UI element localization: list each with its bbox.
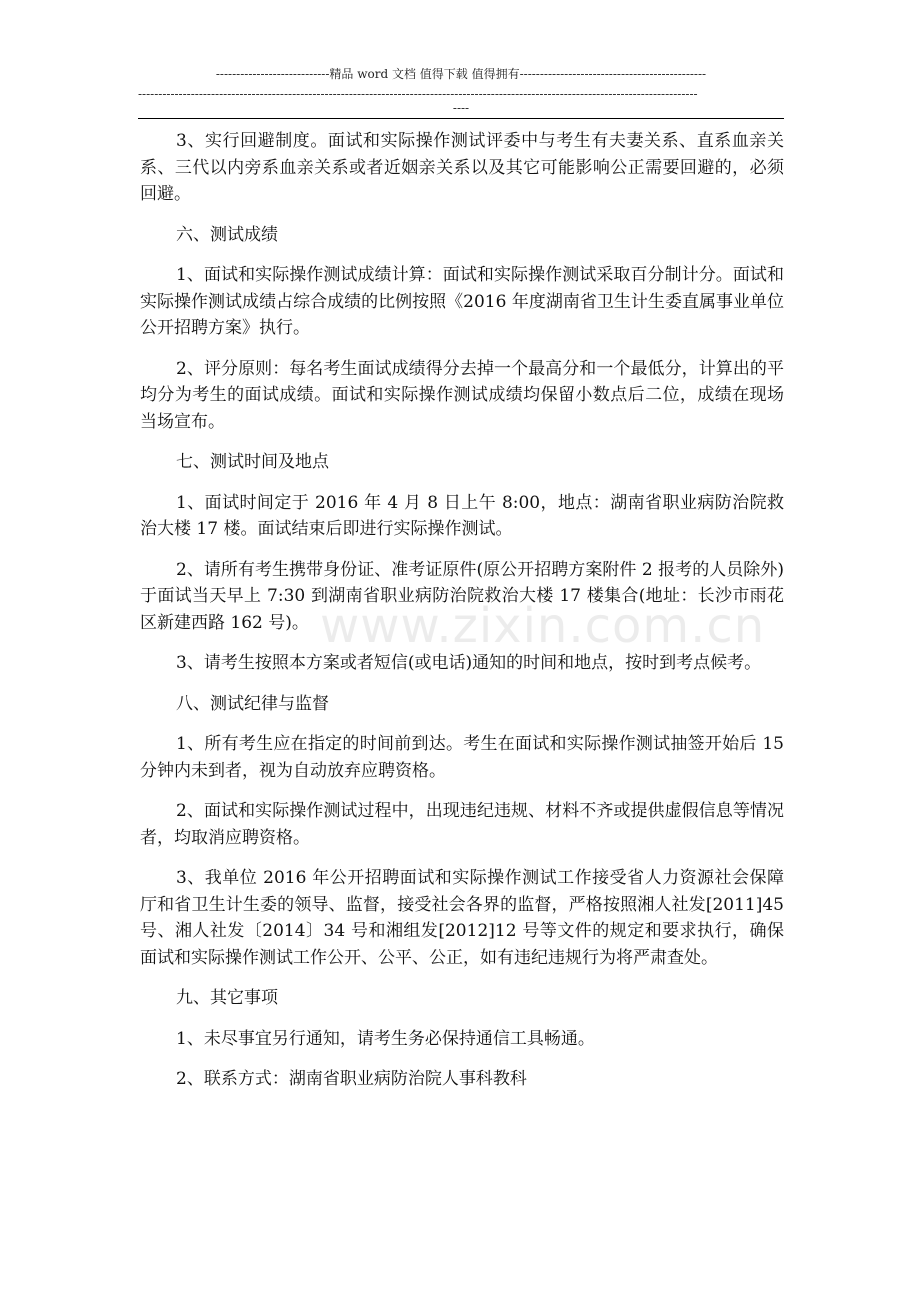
header-divider: [138, 118, 784, 119]
header-dashes-line: ------------------------------------------------------------------------------------------------------------------------------------------: [138, 87, 698, 101]
document-body: [140, 128, 784, 1107]
paragraph-scoring-principle: 2、评分原则：每名考生面试成绩得分去掉一个最高分和一个最低分，计算出的平均分为考生的面试成绩。面试和实际操作测试成绩均保留小数点后二位，成绩在现场当场宣布。: [140, 358, 784, 432]
watermark: www.zixin.com.cn: [320, 598, 766, 654]
header-tail: ----: [452, 101, 470, 115]
paragraph-documents: 2、请所有考生携带身份证、准考证原件(原公开招聘方案附件 2 报考的人员除外)于面试当天早上 7:30 到湖南省职业病防治院救治大楼 17 楼集合(地址：长沙市雨花区新建西路 162 号)。: [140, 559, 784, 633]
paragraph-score-calculation: 1、面试和实际操作测试成绩计算：面试和实际操作测试采取百分制计分。面试和实际操作测试成绩占综合成绩的比例按照《2016 年度湖南省卫生计生委直属事业单位公开招聘方案》执行。: [140, 265, 784, 338]
paragraph-avoidance: 3、实行回避制度。面试和实际操作测试评委中与考生有夫妻关系、直系血亲关系、三代以内旁系血亲关系或者近姻亲关系以及其它可能影响公正需要回避的，必须回避。: [140, 131, 784, 204]
header-title-line: ----------------------------精品 word 文档 值得下载 值得拥有----------------------------------------------: [215, 67, 707, 81]
section-heading-discipline: 八、测试纪律与监督: [176, 693, 329, 714]
paragraph-supervision: 3、我单位 2016 年公开招聘面试和实际操作测试工作接受省人力资源社会保障厅和省卫生计生委的领导、监督，接受社会各界的监督，严格按照湘人社发[2011]45 号、湘人社发〔2014〕34 号和湘组发[2012]12 号等文件的规定和要求执行，确保面试和实际操作测试工作公开、公平、公正，如有违纪违规行为将严肃查处。: [140, 868, 784, 968]
paragraph-interview-time: 1、面试时间定于 2016 年 4 月 8 日上午 8:00，地点：湖南省职业病防治院救治大楼 17 楼。面试结束后即进行实际操作测试。: [140, 492, 784, 539]
paragraph-arrival: 3、请考生按照本方案或者短信(或电话)通知的时间和地点，按时到考点候考。: [176, 653, 762, 673]
section-heading-scores: 六、测试成绩: [176, 224, 278, 245]
section-heading-other: 九、其它事项: [176, 988, 278, 1008]
paragraph-notice: 1、未尽事宜另行通知，请考生务必保持通信工具畅通。: [176, 1028, 595, 1049]
paragraph-contact: 2、联系方式：湖南省职业病防治院人事科教科: [176, 1069, 527, 1089]
paragraph-late-arrival: 1、所有考生应在指定的时间前到达。考生在面试和实际操作测试抽签开始后 15 分钟内未到者，视为自动放弃应聘资格。: [140, 734, 784, 781]
section-heading-time-location: 七、测试时间及地点: [176, 452, 329, 472]
paragraph-violations: 2、面试和实际操作测试过程中，出现违纪违规、材料不齐或提供虚假信息等情况者，均取消应聘资格。: [140, 801, 784, 848]
